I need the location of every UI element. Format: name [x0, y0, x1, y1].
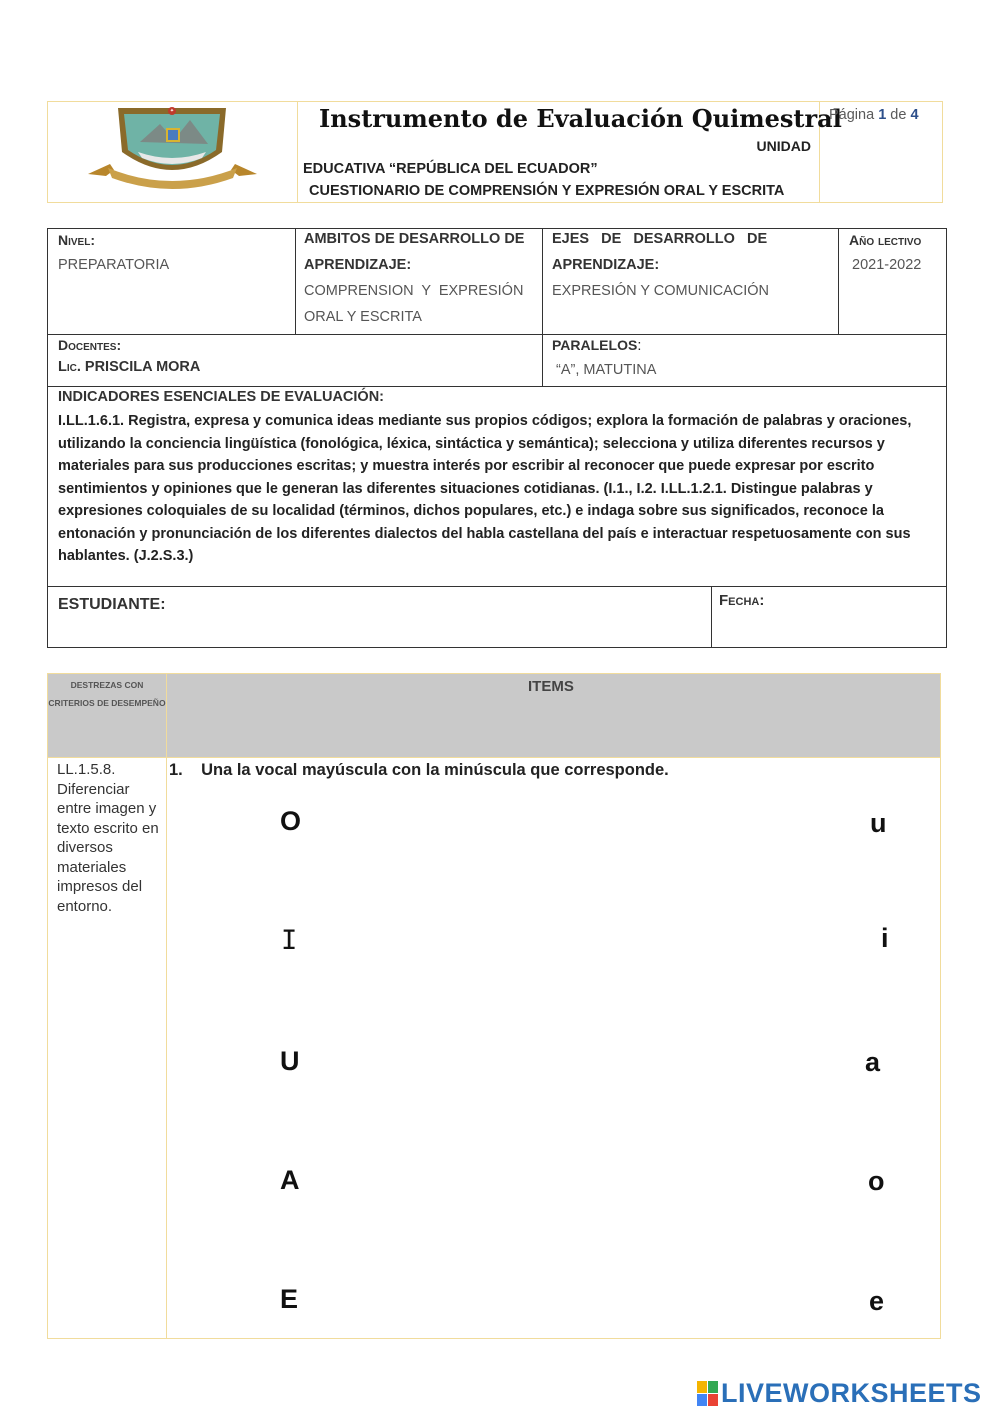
page-word: Página [829, 107, 875, 123]
uppercase-vowel-3[interactable]: U [280, 1046, 300, 1076]
nivel-label: Nivel: [58, 232, 95, 248]
items-table-header [48, 674, 940, 757]
brand-text: LIVEWORKSHEETS [721, 1378, 982, 1408]
skill-description: LL.1.5.8. Diferenciar entre imagen y texto escrito en diversos materiales impresos del entorno. [57, 761, 159, 915]
document-title: Instrumento de Evaluación Quimestral [319, 104, 842, 133]
items-table [47, 673, 941, 1339]
lowercase-vowel-2[interactable]: i [881, 923, 889, 953]
page-indicator [829, 107, 919, 123]
anio-value: 2021-2022 [852, 257, 922, 273]
lowercase-vowel-1[interactable]: u [870, 808, 887, 838]
uppercase-vowel-4[interactable]: A [280, 1165, 300, 1195]
lowercase-vowel-4[interactable]: o [868, 1166, 885, 1196]
info-table [47, 228, 947, 648]
paralelos-colon: : [637, 338, 642, 354]
liveworksheets-logo-icon [697, 1381, 719, 1407]
indicadores-label: INDICADORES ESENCIALES DE EVALUACIÓN: [58, 389, 385, 405]
page-cell [819, 102, 942, 202]
paralelos-label: PARALELOS [552, 337, 638, 353]
docente-value: Lic. PRISCILA MORA [58, 359, 201, 375]
uppercase-vowel-5[interactable]: E [280, 1284, 299, 1314]
ambitos-value-line2: ORAL Y ESCRITA [304, 309, 422, 325]
svg-text:✦: ✦ [169, 108, 175, 114]
anio-label: Año lectivo [849, 232, 922, 248]
fecha-label: Fecha: [719, 592, 765, 609]
uppercase-vowel-2[interactable]: I [281, 925, 298, 956]
paralelos-value: “A”, MATUTINA [556, 362, 657, 378]
unidad-label: UNIDAD [756, 138, 811, 154]
ejes-label-line1: EJES DE DESARROLLO DE [552, 231, 768, 247]
institution-name: EDUCATIVA “REPÚBLICA DEL ECUADOR” [303, 161, 598, 177]
questionnaire-subtitle: CUESTIONARIO DE COMPRENSIÓN Y EXPRESIÓN ORAL Y ESCRITA [309, 183, 785, 199]
page-total: 4 [910, 107, 919, 123]
lowercase-vowel-3[interactable]: a [865, 1047, 881, 1077]
fecha-input-area[interactable] [719, 617, 939, 641]
uppercase-vowel-1[interactable]: O [280, 806, 302, 836]
docentes-label: Docentes: [58, 337, 122, 353]
ambitos-label-line1: AMBITOS DE DESARROLLO DE [304, 231, 525, 247]
indicadores-text: I.LL.1.6.1. Registra, expresa y comunica ideas mediante sus propios códigos; explora la formación de palabras y oraciones, utilizando la conciencia lingüística (fonológica, léxica, sintáctica y semántica); selecciona y utiliza diferentes recursos y materiales para sus producciones escritas; y muestra interés por escribir al reconocer que puede expresar por escrito sentimientos y opiniones que le generan las diferentes situaciones cotidianas. (I.1., I.2. I.LL.1.2.1. Distingue palabras y expresiones coloquiales de su localidad (términos, dichos populares, etc.) e indaga sobre sus significados, reconoce la entonación y pronunciación de los diferentes dialectos del habla castellana del país e interactuar respetuosamente con sus hablantes. (J.2.S.3.) [58, 413, 912, 564]
destrezas-header: DESTREZAS CON CRITERIOS DE DESEMPEÑO [48, 680, 166, 708]
lowercase-vowel-5[interactable]: e [869, 1286, 885, 1316]
ambitos-value-line1: COMPRENSION Y EXPRESIÓN [304, 283, 524, 299]
ambitos-label-line2: APRENDIZAJE: [304, 257, 412, 273]
nivel-value: PREPARATORIA [58, 257, 170, 273]
school-crest-logo [48, 102, 297, 202]
paralelos-label-group [552, 337, 641, 354]
ejes-value: EXPRESIÓN Y COMUNICACIÓN [552, 283, 770, 299]
title-cell [297, 102, 842, 202]
page-current: 1 [878, 107, 887, 123]
header-block [47, 101, 943, 203]
page-of: de [890, 107, 907, 123]
estudiante-label: ESTUDIANTE: [58, 596, 166, 613]
estudiante-input-area[interactable] [58, 621, 698, 643]
question-1: 1. Una la vocal mayúscula con la minúscula que corresponde. [169, 761, 669, 779]
ejes-label-line2: APRENDIZAJE: [552, 257, 660, 273]
logo-cell [48, 102, 298, 202]
items-header: ITEMS [528, 678, 574, 695]
